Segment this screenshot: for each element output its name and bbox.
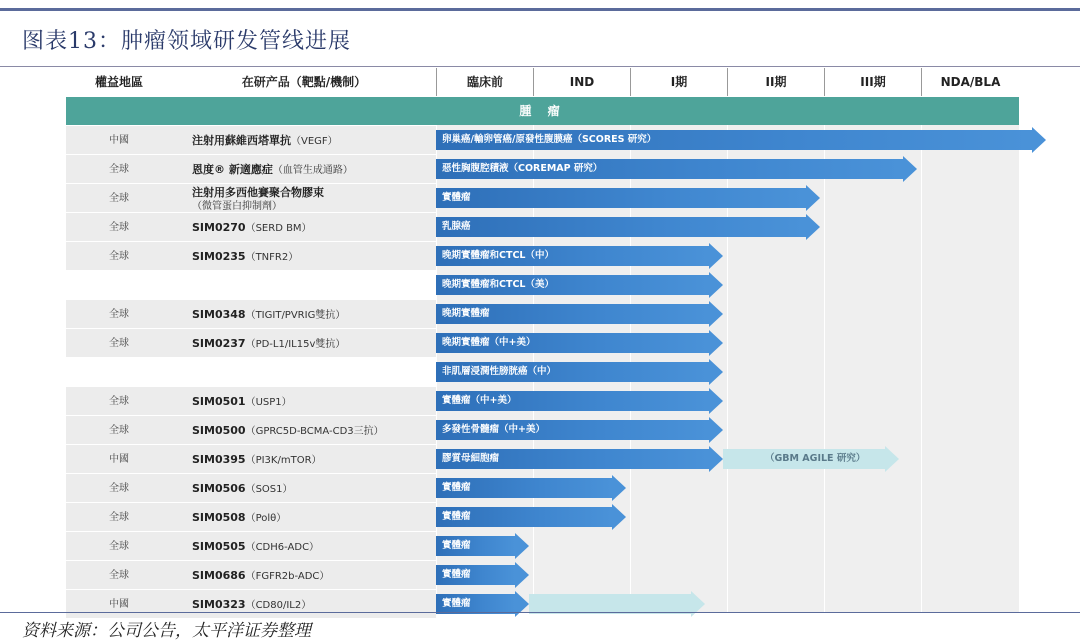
header-phase2: II期: [727, 68, 824, 96]
table-row: [66, 126, 436, 155]
region-cell: 全球: [109, 193, 129, 204]
arrow-head: [806, 214, 820, 240]
table-row: [66, 242, 436, 271]
product-target: （血管生成通路）: [272, 165, 353, 176]
region-cell: 全球: [109, 164, 129, 175]
figure-title: 图表13：肿瘤领域研发管线进展: [22, 29, 351, 54]
indication-label: 晚期實體瘤和CTCL（中）: [442, 250, 554, 261]
product-cell: [192, 445, 322, 474]
product-cell: [192, 561, 329, 590]
region-cell: [66, 271, 172, 300]
table-row: [66, 271, 436, 300]
arrow-head: [903, 156, 917, 182]
product-name: SIM0235: [192, 250, 246, 263]
arrow-head: [709, 301, 723, 327]
indication-label: 實體瘤: [442, 540, 471, 551]
indication-label: 實體瘤: [442, 482, 471, 493]
arrow-head: [515, 562, 529, 588]
product-cell: [192, 242, 298, 271]
indication-label: 惡性胸腹腔積液（COREMAP 研究）: [442, 163, 603, 174]
region-cell: 全球: [109, 541, 129, 552]
product-target: （FGFR2b-ADC）: [245, 571, 330, 582]
product-cell: [192, 590, 311, 619]
indication-label: 非肌層浸潤性膀胱癌（中）: [442, 366, 557, 377]
arrow-bar: [436, 217, 806, 237]
indication-label: 乳腺癌: [442, 221, 471, 232]
title-rule: [0, 66, 1080, 67]
table-row: [66, 184, 436, 213]
region-cell: 全球: [109, 309, 129, 320]
region-cell: 全球: [109, 483, 129, 494]
table-row: [66, 590, 436, 619]
arrow-head: [612, 475, 626, 501]
product-name: SIM0505: [192, 540, 246, 553]
arrow-head: [709, 243, 723, 269]
arrow-head: [709, 359, 723, 385]
product-name: SIM0501: [192, 395, 246, 408]
indication-label: 晚期實體瘤: [442, 308, 490, 319]
region-cell: 中國: [109, 599, 129, 610]
region-cell: 中國: [109, 454, 129, 465]
arrow-head: [709, 388, 723, 414]
header-preclinical: 臨床前: [436, 68, 533, 96]
product-name: SIM0395: [192, 453, 246, 466]
indication-label: 晚期實體瘤和CTCL（美）: [442, 279, 554, 290]
product-target: （PI3K/mTOR）: [245, 455, 322, 466]
table-row: [66, 445, 436, 474]
indication-label: 實體瘤: [442, 598, 471, 609]
product-target: （TNFR2）: [245, 252, 299, 263]
arrow-head: [612, 504, 626, 530]
product-cell: [192, 300, 345, 329]
table-row: [66, 532, 436, 561]
extension-head: [691, 591, 705, 617]
table-row: [66, 387, 436, 416]
product-cell: [192, 532, 319, 561]
phase-column-phase3: [824, 125, 921, 612]
indication-label: 實體瘤: [442, 511, 471, 522]
region-cell: 全球: [109, 251, 129, 262]
product-cell: [192, 213, 312, 242]
product-target: （TIGIT/PVRIG雙抗）: [245, 310, 346, 321]
product-cell: [192, 126, 338, 155]
product-target: （SERD BM）: [245, 223, 312, 234]
region-cell: 全球: [109, 512, 129, 523]
region-cell: 全球: [109, 570, 129, 581]
header-phase1: I期: [630, 68, 727, 96]
arrow-head: [709, 330, 723, 356]
header-nda: NDA/BLA: [921, 68, 1019, 96]
source-note: 资料来源：公司公告，太平洋证券整理: [22, 621, 311, 641]
table-row: [66, 474, 436, 503]
indication-label: 膠質母細胞瘤: [442, 453, 500, 464]
product-target: （CDH6-ADC）: [245, 542, 320, 553]
product-cell: [192, 155, 353, 184]
product-cell: [192, 474, 293, 503]
header-product: 在研产品（靶點/機制）: [241, 75, 367, 89]
table-row: [66, 155, 436, 184]
product-target: （GPRC5D-BCMA-CD3三抗）: [245, 426, 384, 437]
product-target: （Polθ）: [245, 513, 287, 524]
product-name: SIM0323: [192, 598, 246, 611]
footer-rule: [0, 612, 1080, 613]
product-name: 恩度® 新適應症: [192, 163, 273, 176]
extension-head: [885, 446, 899, 472]
header-region: 權益地區: [94, 75, 143, 89]
header-phase3: III期: [824, 68, 921, 96]
product-name: SIM0506: [192, 482, 246, 495]
product-target: （PD-L1/IL15v雙抗）: [245, 339, 346, 350]
arrow-head: [709, 446, 723, 472]
arrow-head: [709, 272, 723, 298]
product-cell: [192, 387, 292, 416]
product-name: SIM0348: [192, 308, 246, 321]
product-name: SIM0686: [192, 569, 246, 582]
product-name: SIM0500: [192, 424, 246, 437]
indication-label: 實體瘤（中+美）: [442, 395, 517, 406]
arrow-head: [1032, 127, 1046, 153]
phase-column-nda: [921, 125, 1019, 612]
product-target: （微管蛋白抑制劑）: [192, 201, 282, 212]
indication-label: 實體瘤: [442, 192, 471, 203]
product-target: （USP1）: [245, 397, 292, 408]
product-target: （CD80/IL2）: [245, 600, 312, 611]
arrow-bar: [436, 188, 806, 208]
product-name: SIM0237: [192, 337, 246, 350]
top-rule: [0, 8, 1080, 11]
table-row: [66, 329, 436, 358]
extension-bar: [529, 594, 691, 614]
table-row: [66, 503, 436, 532]
arrow-head: [515, 533, 529, 559]
arrow-head: [515, 591, 529, 617]
arrow-head: [806, 185, 820, 211]
product-name: SIM0270: [192, 221, 246, 234]
table-row: [66, 416, 436, 445]
table-row: [66, 561, 436, 590]
product-name: 注射用蘇維西塔單抗: [192, 134, 291, 147]
indication-label: 多發性骨髓瘤（中+美）: [442, 424, 545, 435]
region-cell: 全球: [109, 396, 129, 407]
extension-label: （GBM AGILE 研究）: [765, 453, 866, 464]
region-cell: 中國: [109, 135, 129, 146]
product-cell: [192, 503, 286, 532]
table-row: [66, 213, 436, 242]
tumor-banner: 腫 瘤: [66, 97, 1019, 125]
product-cell: [192, 329, 345, 358]
product-cell: [192, 416, 384, 445]
table-row: [66, 358, 436, 387]
region-cell: 全球: [109, 425, 129, 436]
arrow-head: [709, 417, 723, 443]
table-row: [66, 300, 436, 329]
indication-label: 晚期實體瘤（中+美）: [442, 337, 536, 348]
product-cell: [192, 186, 324, 215]
indication-label: 實體瘤: [442, 569, 471, 580]
header-ind: IND: [533, 68, 630, 96]
product-name: 注射用多西他賽聚合物膠束: [192, 186, 324, 199]
product-target: （SOS1）: [245, 484, 293, 495]
region-cell: 全球: [109, 222, 129, 233]
region-cell: 全球: [109, 338, 129, 349]
region-cell: [66, 358, 172, 387]
product-target: （VEGF）: [291, 136, 338, 147]
product-name: SIM0508: [192, 511, 246, 524]
indication-label: 卵巢癌/輸卵管癌/原發性腹膜癌（SCORES 研究）: [442, 134, 657, 145]
